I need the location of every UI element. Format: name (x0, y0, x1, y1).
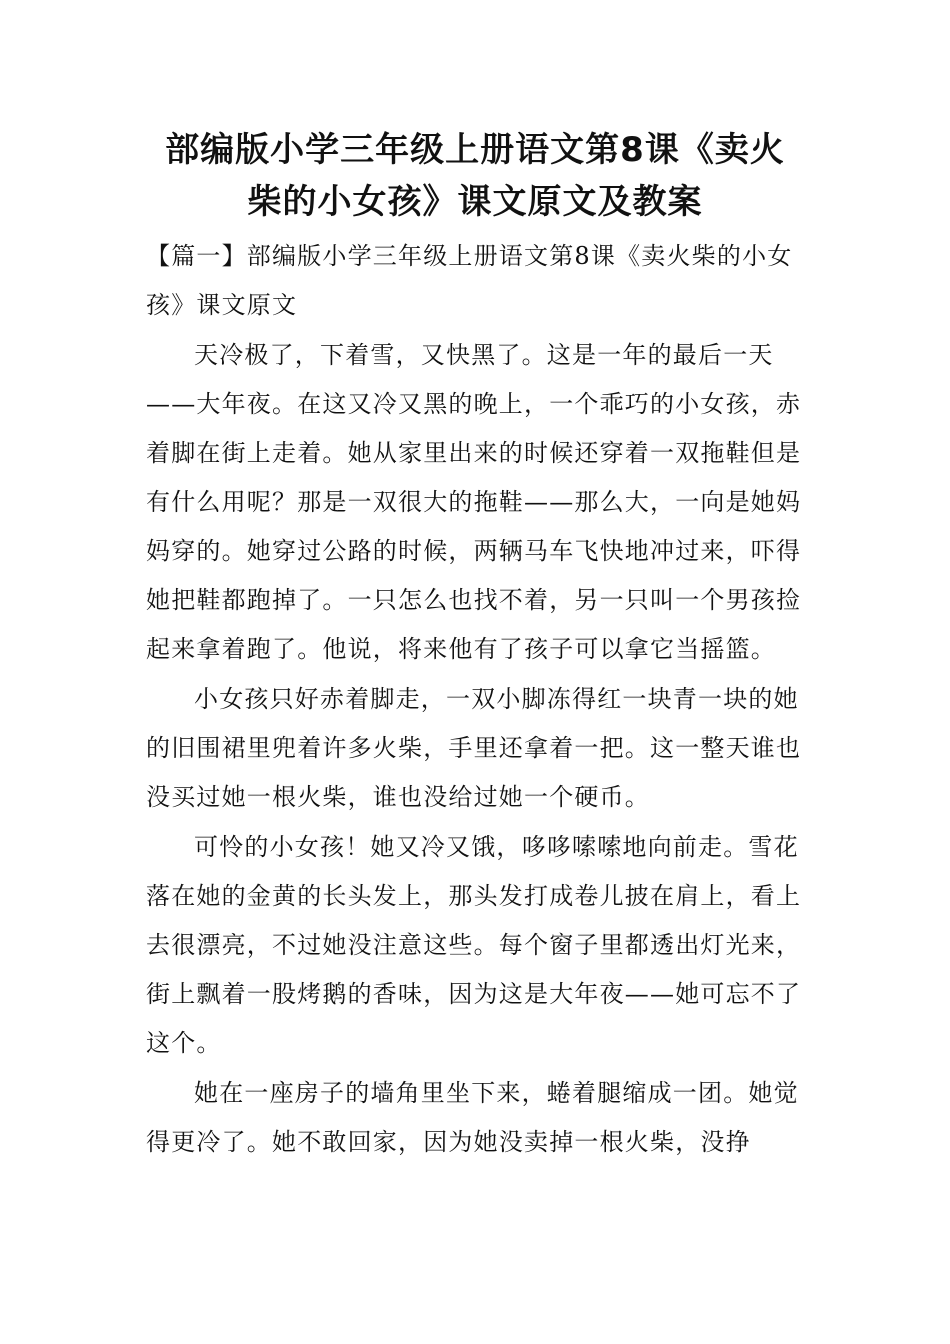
document-title (120, 124, 830, 228)
paragraph-3: 可怜的小女孩！她又冷又饿，哆哆嗦嗦地向前走。雪花落在她的金黄的长头发上，那头发打成卷儿披在肩上，看上去很漂亮，不过她没注意这些。每个窗子里都透出灯光来，街上飘着一股烤鹅的香味，因为这是大年夜——她可忘不了这个。 (146, 833, 802, 1057)
paragraph-2: 小女孩只好赤着脚走，一双小脚冻得红一块青一块的她的旧围裙里兜着许多火柴，手里还拿着一把。这一整天谁也没买过她一根火柴，谁也没给过她一个硬币。 (146, 685, 802, 811)
document-body (146, 232, 806, 1167)
paragraph-4: 她在一座房子的墙角里坐下来，蜷着腿缩成一团。她觉得更冷了。她不敢回家，因为她没卖掉一根火柴，没挣 (146, 1079, 799, 1156)
paragraph-1: 天冷极了，下着雪，又快黑了。这是一年的最后一天——大年夜。在这又冷又黑的晚上，一个乖巧的小女孩，赤着脚在街上走着。她从家里出来的时候还穿着一双拖鞋但是有什么用呢？那是一双很大的拖鞋——那么大，一向是她妈妈穿的。她穿过公路的时候，两辆马车飞快地冲过来，吓得她把鞋都跑掉了。一只怎么也找不着，另一只叫一个男孩捡起来拿着跑了。他说，将来他有了孩子可以拿它当摇篮。 (146, 341, 802, 663)
title-line-1: 部编版小学三年级上册语文第8课《卖火 (165, 130, 785, 170)
section-heading: 【篇一】部编版小学三年级上册语文第8课《卖火柴的小女孩》课文原文 (146, 242, 793, 319)
title-line-2: 柴的小女孩》课文原文及教案 (247, 182, 703, 222)
